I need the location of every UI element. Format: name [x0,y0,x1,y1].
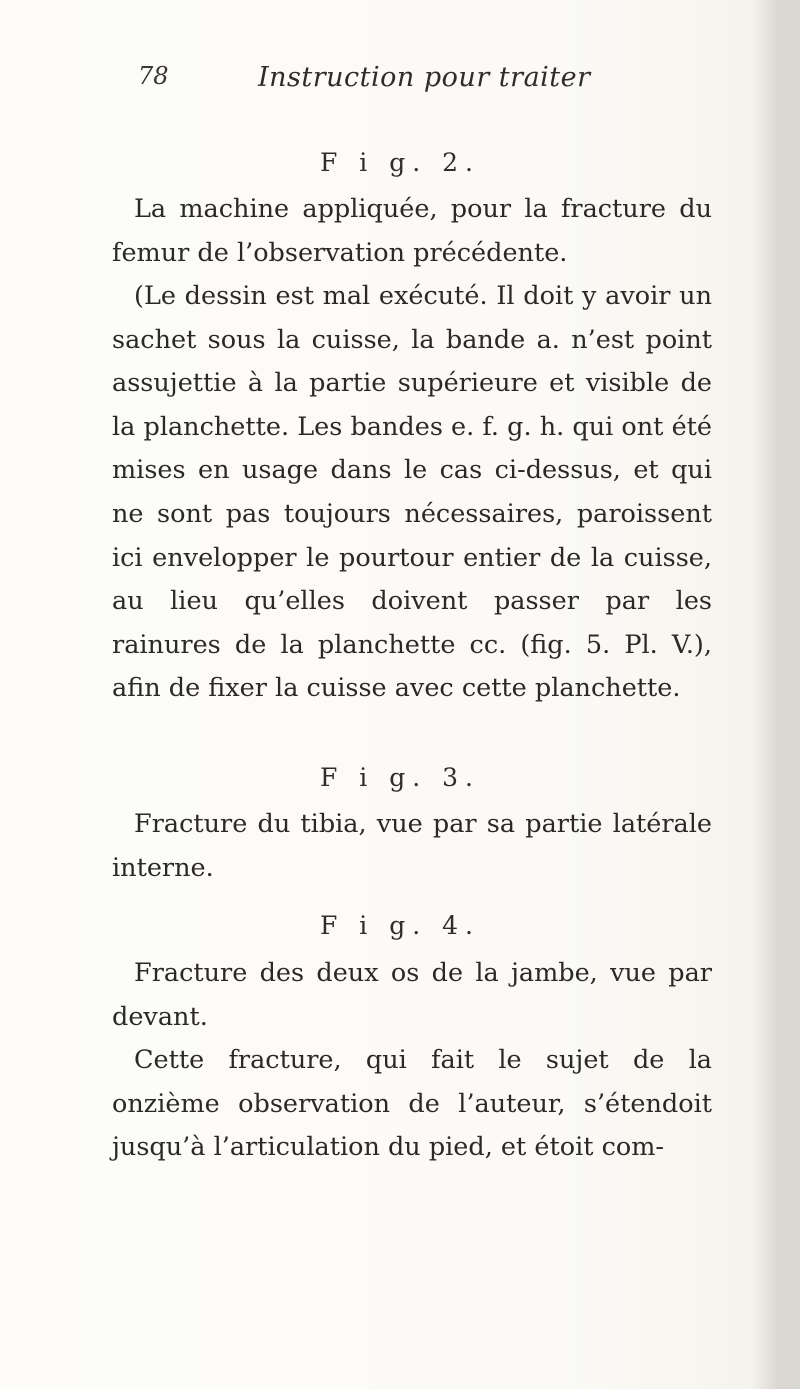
fig-4-note: Cette fracture, qui fait le sujet de la onzième observation de l’auteur, s’étendoit jusqu’à l’articulation du pied, et étoit com- [112,1045,712,1163]
fig-2-heading: F i g. 2. [320,148,480,177]
fig-3-heading: F i g. 3. [320,763,480,792]
page-gutter-shadow [752,0,800,1389]
fig-2-caption: La machine appliquée, pour la fracture du femur de l’observation précédente. [112,194,712,268]
running-title: Instruction pour traiter [258,62,591,93]
page-header [0,62,800,102]
page-number: 78 [138,62,169,90]
fig-4-heading: F i g. 4. [320,911,480,940]
fig-2-note: (Le dessin est mal exécuté. Il doit y avoir un sachet sous la cuisse, la bande a. n’est point assujettie à la partie supérieure et visible de la planchette. Les bandes e. f. g. h. qui ont été mises en usage dans le cas ci-dessus, et qui ne sont pas toujours nécessaires, paroissent ici envelopper le pourtour entier de la cuisse, au lieu qu’elles doivent passer par les rainures de la planchette cc. (fig. 5. Pl. V.), afin de fixer la cuisse avec cette planchette. [112,281,712,704]
fig-4-caption: Fracture des deux os de la jambe, vue par devant. [112,958,712,1032]
fig-3-caption: Fracture du tibia, vue par sa partie latérale interne. [112,809,712,883]
